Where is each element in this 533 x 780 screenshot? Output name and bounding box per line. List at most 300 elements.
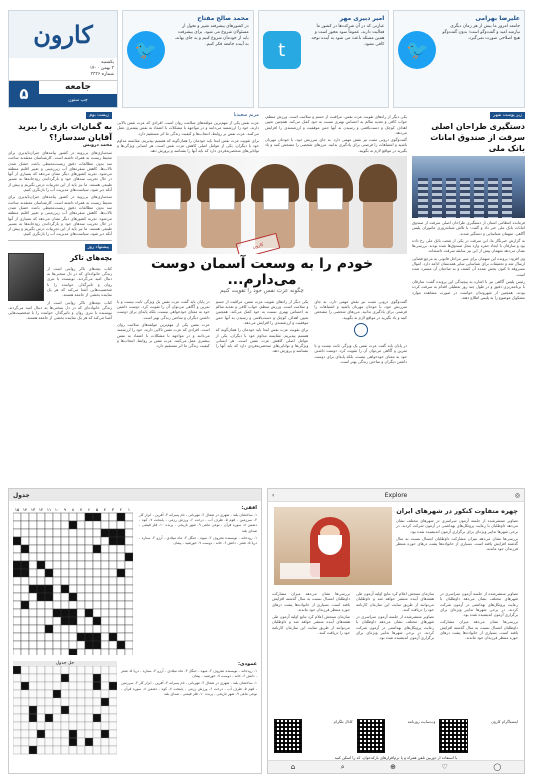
crossword-cell[interactable] [109,569,117,577]
crossword-cell[interactable] [93,609,101,617]
crossword-cell[interactable] [13,561,21,569]
crossword-cell[interactable] [85,545,93,553]
post-column: بررسی‌ها نشان می‌دهد میزان مشارکت داوطلبان امسال نسبت به سال گذشته افزایش یافته است. بسیاری از خانواده‌ها پشت درهای حوزه منتظر فرزندان خود ماندند. [272,591,350,612]
crossword-cell[interactable] [45,545,53,553]
crossword-cell[interactable] [61,537,69,545]
crossword-cell[interactable] [69,609,77,617]
crossword-cell[interactable] [101,649,109,655]
crossword-cell[interactable] [61,609,69,617]
crossword-cell[interactable] [21,537,29,545]
crossword-cell[interactable] [45,513,53,521]
crossword-cell[interactable] [117,577,125,585]
crossword-cell[interactable] [117,601,125,609]
crossword-cell[interactable] [29,625,37,633]
crossword-cell[interactable] [77,521,85,529]
crossword-cell[interactable] [93,553,101,561]
crossword-cell[interactable] [109,529,117,537]
crossword-cell[interactable] [21,513,29,521]
crossword-cell[interactable] [101,513,109,521]
crossword-cell[interactable] [29,553,37,561]
feature-intro [117,112,407,156]
crossword-cell[interactable] [53,513,61,521]
crossword-cell[interactable] [93,617,101,625]
crossword-cell[interactable] [109,593,117,601]
crossword-cell[interactable] [37,601,45,609]
home-icon[interactable]: ⌂ [290,763,296,771]
crossword-cell[interactable] [77,617,85,625]
crossword-cell[interactable] [109,561,117,569]
crossword-cell[interactable] [53,545,61,553]
crossword-cell[interactable] [61,521,69,529]
crossword-cell[interactable] [101,537,109,545]
crossword-cell[interactable] [37,609,45,617]
crossword-cell[interactable] [93,649,101,655]
crossword-cell[interactable] [29,633,37,641]
crossword-cell[interactable] [29,513,37,521]
crossword-cell[interactable] [61,529,69,537]
crossword-cell[interactable] [125,545,133,553]
crossword-cell[interactable] [101,609,109,617]
crossword-cell[interactable] [125,569,133,577]
profile-icon[interactable]: ◯ [493,763,502,771]
crossword-cell[interactable] [93,641,101,649]
crossword-cell[interactable] [69,521,77,529]
camera-icon[interactable]: ◎ [514,491,520,499]
crossword-cell[interactable] [101,585,109,593]
crossword-cell[interactable] [45,561,53,569]
crossword-cell[interactable] [29,521,37,529]
crossword-cell[interactable] [69,641,77,649]
crossword-cell[interactable] [21,569,29,577]
left-column [8,112,112,482]
crossword-cell[interactable] [21,641,29,649]
crossword-cell[interactable] [37,625,45,633]
solution-cell [53,738,61,746]
crossword-cell[interactable] [61,577,69,585]
crossword-cell[interactable] [45,641,53,649]
crossword-cell[interactable] [69,585,77,593]
crossword-cell[interactable] [21,577,29,585]
crossword-cell[interactable] [109,553,117,561]
crossword-cell[interactable] [53,577,61,585]
crossword-cell[interactable] [53,609,61,617]
crossword-cell[interactable] [77,569,85,577]
crossword-cell[interactable] [13,529,21,537]
solution-cell [101,682,109,690]
crossword-cell[interactable] [85,617,93,625]
crossword-cell[interactable] [69,577,77,585]
crossword-cell[interactable] [29,585,37,593]
crossword-cell[interactable] [77,513,85,521]
crossword-cell[interactable] [61,633,69,641]
crossword-cell[interactable] [45,553,53,561]
crossword-cell[interactable] [29,537,37,545]
crossword-cell[interactable] [53,641,61,649]
crossword-cell[interactable] [93,561,101,569]
crossword-cell[interactable] [37,641,45,649]
crossword-cell[interactable] [45,633,53,641]
crossword-cell[interactable] [93,569,101,577]
crossword-cell[interactable] [21,545,29,553]
solution-cell [53,706,61,714]
article-paragraph: فرمانده انتظامی استان از دستگیری طراحان اصلی سرقت از صندوق امانات بانک ملی خبر داد و گفت: با تلاش شبانه‌روزی ماموران پلیس آگاهی، متهمان شناسایی و دستگیر شدند. [412,220,525,236]
crossword-cell[interactable] [93,585,101,593]
crossword-cell[interactable] [101,569,109,577]
crossword-cell[interactable] [21,609,29,617]
solution-cell [37,666,45,674]
heart-icon[interactable]: ♡ [441,763,448,771]
crossword-cell[interactable] [85,561,93,569]
crossword-cell[interactable] [29,545,37,553]
crossword-cell[interactable] [61,601,69,609]
crossword-cell[interactable] [77,593,85,601]
crossword-cell[interactable] [93,577,101,585]
crossword-cell[interactable] [53,625,61,633]
crossword-cell[interactable] [85,601,93,609]
crossword-cell[interactable] [61,585,69,593]
crossword-cell[interactable] [29,641,37,649]
crossword-cell[interactable] [21,617,29,625]
crossword-cell[interactable] [21,585,29,593]
crossword-cell[interactable] [125,529,133,537]
crossword-cell[interactable] [13,601,21,609]
crossword-cell[interactable] [125,593,133,601]
tweet-card-3 [393,10,525,108]
crossword-cell[interactable] [13,641,21,649]
crossword-grid[interactable] [13,505,133,655]
crossword-cell[interactable] [37,577,45,585]
crossword-cell[interactable] [85,529,93,537]
crossword-cell[interactable] [61,545,69,553]
crossword-cell[interactable] [37,649,45,655]
crossword-cell[interactable] [29,617,37,625]
crossword-cell[interactable] [13,577,21,585]
crossword-cell[interactable] [101,617,109,625]
crossword-cell[interactable] [117,633,125,641]
crossword-cell[interactable] [21,625,29,633]
crossword-cell[interactable] [77,545,85,553]
crossword-cell[interactable] [45,569,53,577]
crossword-cell[interactable] [37,521,45,529]
crossword-cell[interactable] [117,561,125,569]
crossword-cell[interactable] [101,521,109,529]
crossword-cell[interactable] [93,625,101,633]
crossword-cell[interactable] [61,649,69,655]
crossword-cell[interactable] [29,609,37,617]
crossword-cell[interactable] [61,569,69,577]
crossword-cell[interactable] [109,585,117,593]
crossword-cell[interactable] [29,529,37,537]
crossword-cell[interactable] [77,561,85,569]
qr-code[interactable] [357,719,385,753]
crossword-cell[interactable] [69,649,77,655]
crossword-cell[interactable] [85,609,93,617]
crossword-cell[interactable] [85,569,93,577]
crossword-cell[interactable] [125,553,133,561]
crossword-cell[interactable] [85,625,93,633]
crossword-cell[interactable] [13,625,21,633]
crossword-cell[interactable] [13,545,21,553]
crossword-cell[interactable] [85,649,93,655]
crossword-cell[interactable] [101,545,109,553]
crossword-cell[interactable] [29,569,37,577]
crossword-cell[interactable] [93,529,101,537]
crossword-cell[interactable] [69,513,77,521]
crossword-cell[interactable] [101,561,109,569]
crossword-cell[interactable] [85,593,93,601]
crossword-cell[interactable] [21,521,29,529]
crossword-cell[interactable] [109,577,117,585]
crossword-cell[interactable] [37,585,45,593]
crossword-cell[interactable] [45,585,53,593]
crossword-cell[interactable] [37,633,45,641]
crossword-cell[interactable] [77,537,85,545]
crossword-cell[interactable] [53,585,61,593]
solution-cell [53,722,61,730]
crossword-cell[interactable] [125,577,133,585]
crossword-cell[interactable] [45,625,53,633]
crossword-cell[interactable] [101,633,109,641]
book-description: کتاب بچه‌های تاکر روایتی است از زندگی خانواده‌ای که در دل سختی‌ها به دنبال امید می‌گردند. نویسنده با نثری روان و تاثیرگذار، خواننده را با شخصیت‌هایی آشنا می‌کند که هر یک نماینده بخشی از جامعه هستند. [47,265,112,298]
crossword-cell[interactable] [13,585,21,593]
crossword-cell[interactable] [61,561,69,569]
crossword-cell[interactable] [109,617,117,625]
add-post-icon[interactable]: ⊕ [390,763,397,771]
crossword-cell[interactable] [101,553,109,561]
crossword-cell[interactable] [117,513,125,521]
crossword-cell[interactable] [125,561,133,569]
crossword-cell[interactable] [109,545,117,553]
crossword-cell[interactable] [69,569,77,577]
crossword-cell[interactable] [21,649,29,655]
crossword-cell[interactable] [77,601,85,609]
crossword-cell[interactable] [109,625,117,633]
crossword-cell[interactable] [93,601,101,609]
crossword-cell[interactable] [69,593,77,601]
crossword-cell[interactable] [85,521,93,529]
crossword-cell[interactable] [101,593,109,601]
back-icon[interactable]: ‹ [272,491,275,499]
crossword-cell[interactable] [109,521,117,529]
crossword-cell[interactable] [13,633,21,641]
crossword-cell[interactable] [21,561,29,569]
solution-cell [45,714,53,722]
crossword-cell[interactable] [53,521,61,529]
crossword-cell[interactable] [29,561,37,569]
crossword-cell[interactable] [69,561,77,569]
crossword-cell[interactable] [61,553,69,561]
crossword-cell[interactable] [85,585,93,593]
crossword-cell[interactable] [85,641,93,649]
crossword-cell[interactable] [125,537,133,545]
crossword-cell[interactable] [37,513,45,521]
crossword-cell[interactable] [77,529,85,537]
crossword-cell[interactable] [45,609,53,617]
crossword-cell[interactable] [77,609,85,617]
crossword-cell[interactable] [53,601,61,609]
crossword-cell[interactable] [69,553,77,561]
qr-code[interactable] [274,719,302,753]
crossword-cell[interactable] [21,601,29,609]
feature-paragraph: برای تقویت عزت نفس ابتدا باید خودمان را همان‌گونه که هستیم بپذیریم. مقایسه مداوم خود با دیگران، یکی از عوامل اصلی کاهش عزت نفس است. هر انسانی ویژگی‌ها و توانایی‌های منحصربه‌فردی دارد که باید آنها را بشناسد و پرورش دهد. [215,327,309,354]
crossword-cell[interactable] [21,529,29,537]
crossword-cell[interactable] [13,553,21,561]
crossword-cell[interactable] [13,569,21,577]
solution-cell [101,722,109,730]
crossword-cell[interactable] [53,649,61,655]
crossword-cell[interactable] [69,617,77,625]
qr-code[interactable] [439,719,467,753]
crossword-cell[interactable] [93,537,101,545]
crossword-cell[interactable] [117,593,125,601]
crossword-cell[interactable] [77,553,85,561]
crossword-cell[interactable] [37,553,45,561]
solution-cell [45,682,53,690]
crossword-cell[interactable] [85,553,93,561]
crossword-cell[interactable] [85,633,93,641]
crossword-cell[interactable] [69,537,77,545]
crossword-cell[interactable] [101,529,109,537]
crossword-cell[interactable] [53,537,61,545]
crossword-cell[interactable] [69,625,77,633]
crossword-cell[interactable] [29,649,37,655]
crossword-cell[interactable] [69,529,77,537]
crossword-cell[interactable] [125,649,133,655]
crossword-cell[interactable] [117,537,125,545]
crossword-cell[interactable] [13,521,21,529]
crossword-cell[interactable] [117,553,125,561]
crossword-cell[interactable] [45,617,53,625]
crossword-cell[interactable] [61,513,69,521]
solution-cell [101,698,109,706]
crossword-cell[interactable] [117,521,125,529]
solution-cell [21,682,29,690]
crossword-cell[interactable] [53,561,61,569]
crossword-cell[interactable] [93,633,101,641]
crossword-cell[interactable] [13,513,21,521]
crossword-cell[interactable] [85,537,93,545]
crossword-cell[interactable] [37,537,45,545]
solution-cell [21,698,29,706]
crossword-cell[interactable] [45,521,53,529]
crossword-cell[interactable] [13,537,21,545]
crossword-cell[interactable] [45,593,53,601]
crossword-cell[interactable] [117,529,125,537]
crossword-cell[interactable] [101,577,109,585]
crossword-cell[interactable] [101,625,109,633]
crossword-cell[interactable] [117,609,125,617]
crossword-cell[interactable] [29,577,37,585]
search-icon[interactable]: ⌕ [340,762,345,771]
solution-cell [21,674,29,682]
crossword-cell[interactable] [21,633,29,641]
crossword-cell[interactable] [109,641,117,649]
crossword-cell[interactable] [125,617,133,625]
crossword-cell[interactable] [77,633,85,641]
crossword-cell[interactable] [61,593,69,601]
crossword-cell[interactable] [109,649,117,655]
crossword-cell[interactable] [109,609,117,617]
crossword-cell[interactable] [117,585,125,593]
crossword-cell[interactable] [61,625,69,633]
crossword-cell[interactable] [125,601,133,609]
crossword-cell[interactable] [37,569,45,577]
crossword-cell[interactable] [37,593,45,601]
crossword-cell[interactable] [93,521,101,529]
crossword-cell[interactable] [125,513,133,521]
crossword-cell[interactable] [85,577,93,585]
crossword-cell[interactable] [13,609,21,617]
crossword-cell[interactable] [85,513,93,521]
crossword-cell[interactable] [53,569,61,577]
crossword-cell[interactable] [45,649,53,655]
crossword-cell[interactable] [125,585,133,593]
crossword-cell[interactable] [53,553,61,561]
crossword-cell[interactable] [53,617,61,625]
crossword-cell[interactable] [77,641,85,649]
crossword-cell[interactable] [37,529,45,537]
crossword-cell[interactable] [69,633,77,641]
crossword-cell[interactable] [53,529,61,537]
crossword-cell[interactable] [45,529,53,537]
crossword-cell[interactable] [53,633,61,641]
crossword-cell[interactable] [29,593,37,601]
crossword-cell[interactable] [125,521,133,529]
crossword-cell[interactable] [77,625,85,633]
crossword-cell[interactable] [125,633,133,641]
crossword-cell[interactable] [93,593,101,601]
crossword-cell[interactable] [37,545,45,553]
crossword-cell[interactable] [117,649,125,655]
crossword-cell[interactable] [109,513,117,521]
crossword-cell[interactable] [77,577,85,585]
crossword-cell[interactable] [13,593,21,601]
crossword-cell[interactable] [117,617,125,625]
crossword-cell[interactable] [37,561,45,569]
crossword-cell[interactable] [29,601,37,609]
crossword-cell[interactable] [101,641,109,649]
crossword-cell[interactable] [117,625,125,633]
crossword-cell[interactable] [13,617,21,625]
crossword-cell[interactable] [77,585,85,593]
crossword-cell[interactable] [125,641,133,649]
crossword-cell[interactable] [93,545,101,553]
crossword-cell[interactable] [101,601,109,609]
crossword-cell[interactable] [45,601,53,609]
crossword-cell[interactable] [37,617,45,625]
crossword-cell[interactable] [117,641,125,649]
crossword-cell[interactable] [125,625,133,633]
crossword-cell[interactable] [117,569,125,577]
crossword-cell[interactable] [61,617,69,625]
crossword-cell[interactable] [13,649,21,655]
crossword-cell[interactable] [45,537,53,545]
crossword-cell[interactable] [109,633,117,641]
crossword-cell[interactable] [109,537,117,545]
crossword-cell[interactable] [125,609,133,617]
crossword-cell[interactable] [117,545,125,553]
crossword-cell[interactable] [69,545,77,553]
crossword-cell[interactable] [45,577,53,585]
crossword-cell[interactable] [93,513,101,521]
crossword-cell[interactable] [61,641,69,649]
crossword-cell[interactable] [109,601,117,609]
crossword-cell[interactable] [21,593,29,601]
crossword-cell[interactable] [53,593,61,601]
crossword-cell[interactable] [77,649,85,655]
crossword-cell[interactable] [21,553,29,561]
crossword-cell[interactable] [69,601,77,609]
